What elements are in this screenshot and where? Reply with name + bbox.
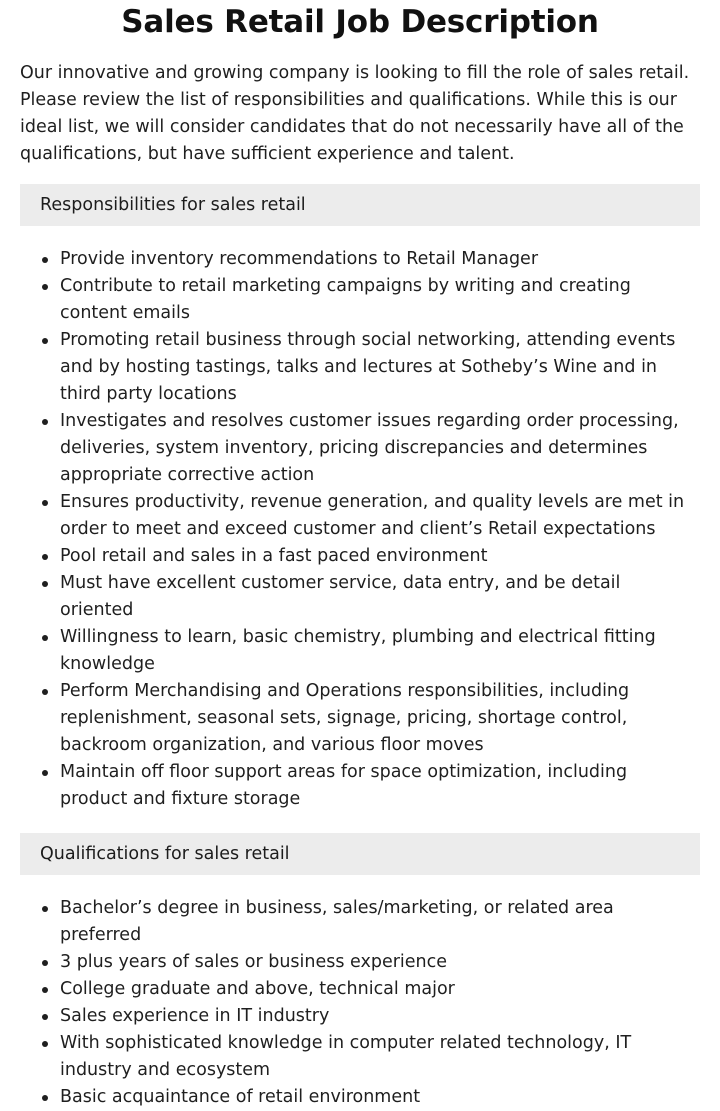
qualifications-heading: Qualifications for sales retail — [20, 833, 700, 875]
list-item: Bachelor’s degree in business, sales/marketing, or related area preferred — [20, 895, 696, 949]
list-item: Basic acquaintance of retail environment — [20, 1084, 696, 1111]
page-title: Sales Retail Job Description — [121, 4, 599, 40]
list-item: Sales experience in IT industry — [20, 1003, 696, 1030]
list-item: College graduate and above, technical major — [20, 976, 696, 1003]
list-item: Ensures productivity, revenue generation, and quality levels are met in order to meet and exceed customer and client’s Retail expectations — [20, 489, 696, 543]
list-item: 3 plus years of sales or business experience — [20, 949, 696, 976]
list-item: Perform Merchandising and Operations responsibilities, including replenishment, seasonal sets, signage, pricing, shortage control, backroom organization, and various floor moves — [20, 678, 696, 759]
responsibilities-heading: Responsibilities for sales retail — [20, 184, 700, 226]
list-item: With sophisticated knowledge in computer related technology, IT industry and ecosystem — [20, 1030, 696, 1084]
intro-paragraph: Our innovative and growing company is looking to fill the role of sales retail. Please review the list of responsibilities and qualifications. While this is our ideal list, we will consider candidates that do not necessarily have all of the qualifications, but have sufficient experience and talent. — [20, 63, 690, 164]
list-item: Provide inventory recommendations to Retail Manager — [20, 246, 696, 273]
list-item: Promoting retail business through social networking, attending events and by hosting tastings, talks and lectures at Sotheby’s Wine and in third party locations — [20, 327, 696, 408]
list-item: Pool retail and sales in a fast paced environment — [20, 543, 696, 570]
list-item: Maintain off floor support areas for space optimization, including product and fixture storage — [20, 759, 696, 813]
list-item: Contribute to retail marketing campaigns by writing and creating content emails — [20, 273, 696, 327]
list-item: Willingness to learn, basic chemistry, plumbing and electrical fitting knowledge — [20, 624, 696, 678]
list-item: Must have excellent customer service, data entry, and be detail oriented — [20, 570, 696, 624]
list-item: Investigates and resolves customer issues regarding order processing, deliveries, system inventory, pricing discrepancies and determines appropriate corrective action — [20, 408, 696, 489]
responsibilities-list — [20, 246, 700, 813]
qualifications-list — [20, 895, 700, 1111]
